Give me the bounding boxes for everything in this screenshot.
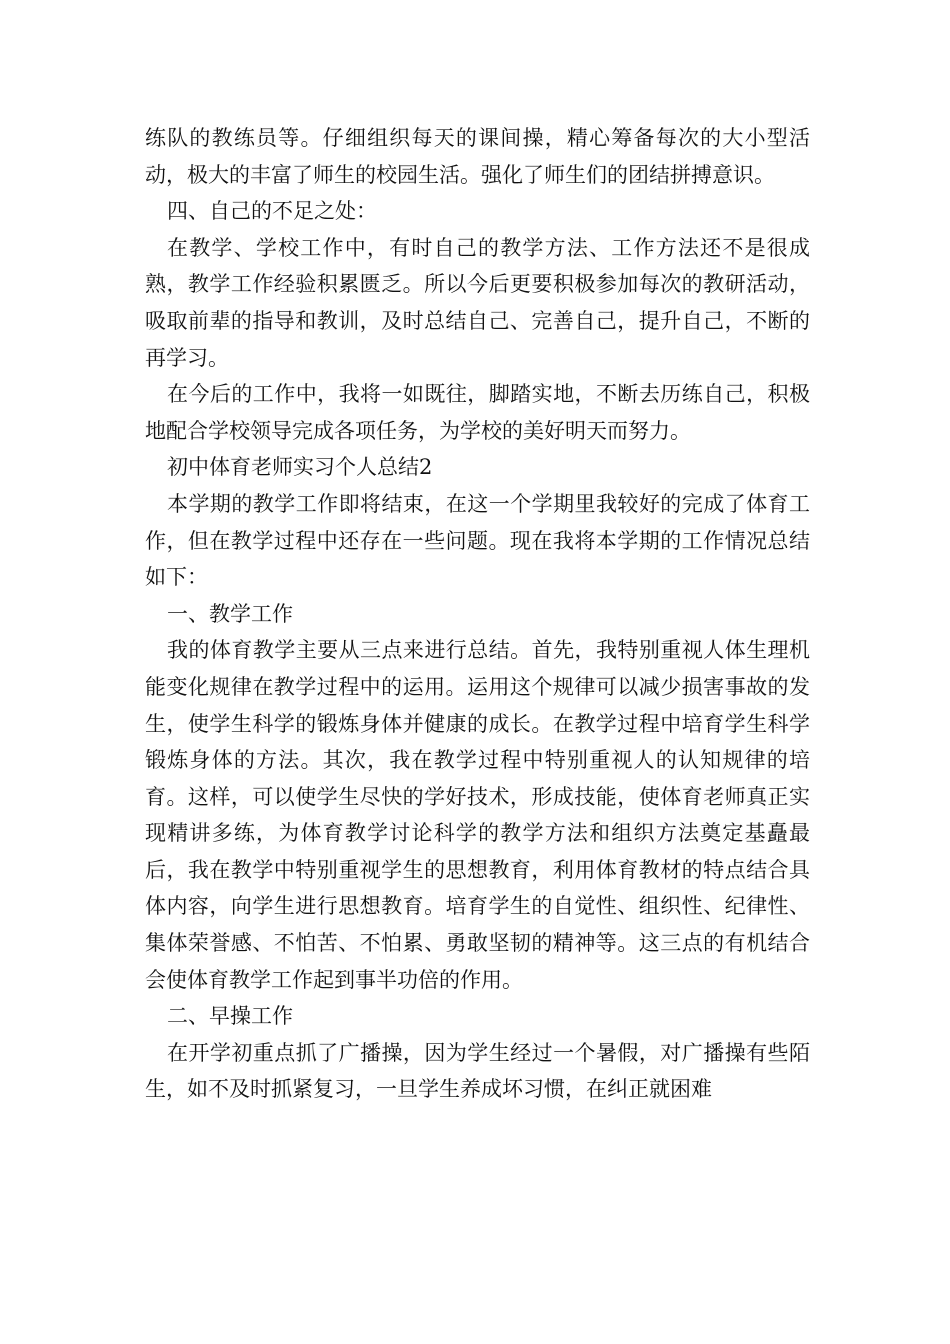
paragraph-teaching: 我的体育教学主要从三点来进行总结。首先，我特别重视人体生理机能变化规律在教学过程中的运用。运用这个规律可以减少损害事故的发生，使学生科学的锻炼身体并健康的成长。在教学过程中培育学生科学锻炼身体的方法。其次，我在教学过程中特别重视人的认知规律的培育。这样，可以使学生尽快的学好技术，形成技能，使体育老师真正实现精讲多练，为体育教学讨论科学的教学方法和组织方法奠定基矗最后，我在教学中特别重视学生的思想教育，利用体育教材的特点结合具体内容，向学生进行思想教育。培育学生的自觉性、组织性、纪律性、集体荣誉感、不怕苦、不怕累、勇敢坚韧的精神等。这三点的有机结合会使体育教学工作起到事半功倍的作用。 [145, 638, 810, 992]
paragraph-morning-exercise: 在开学初重点抓了广播操，因为学生经过一个暑假，对广播操有些陌生，如不及时抓紧复习，一旦学生养成坏习惯，在纠正就困难 [145, 1040, 810, 1102]
section-heading-teaching: 一、教学工作 [167, 601, 293, 626]
section-heading-morning-exercise: 二、早操工作 [167, 1004, 293, 1029]
paragraph-continuation: 练队的教练员等。仔细组织每天的课间操，精心筹备每次的大小型活动，极大的丰富了师生的校园生活。强化了师生们的团结拼搏意识。 [145, 126, 810, 187]
document-subtitle: 初中体育老师实习个人总结2 [167, 455, 433, 480]
paragraph-shortcomings: 在教学、学校工作中，有时自己的教学方法、工作方法还不是很成熟，教学工作经验积累匮乏。所以今后更要积极参加每次的教研活动，吸取前辈的指导和教训，及时总结自己、完善自己，提升自己，不断的再学习。 [145, 235, 810, 370]
section-heading-shortcomings: 四、自己的不足之处： [167, 199, 377, 224]
document-page [145, 120, 810, 1108]
paragraph-future-work: 在今后的工作中，我将一如既往，脚踏实地，不断去历练自己，积极地配合学校领导完成各项任务，为学校的美好明天而努力。 [145, 382, 810, 443]
paragraph-intro: 本学期的教学工作即将结束，在这一个学期里我较好的完成了体育工作，但在教学过程中还存在一些问题。现在我将本学期的工作情况总结如下： [145, 491, 810, 590]
